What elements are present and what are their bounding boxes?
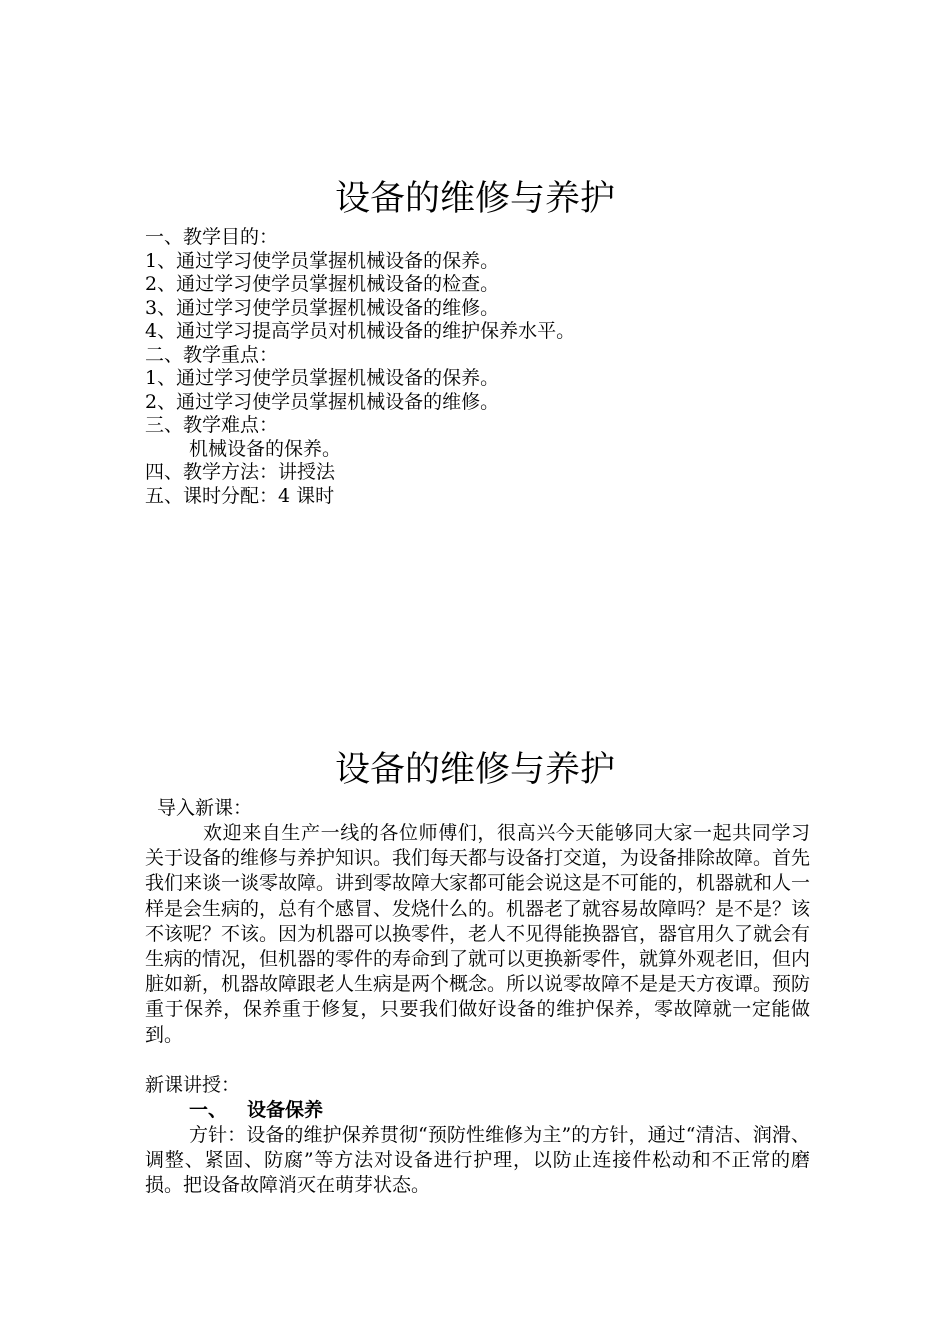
paragraph-spacer xyxy=(145,1048,810,1073)
section-number: 一、 xyxy=(189,1098,228,1121)
section-title: 设备保养 xyxy=(247,1098,324,1121)
key-point-item: 2、通过学习使学员掌握机械设备的维修。 xyxy=(145,390,500,413)
objective-item: 1、通过学习使学员掌握机械设备的保养。 xyxy=(145,249,500,272)
key-point-item: 1、通过学习使学员掌握机械设备的保养。 xyxy=(145,367,500,389)
difficulties-heading: 三、教学难点： xyxy=(145,414,279,436)
section-heading xyxy=(145,1098,810,1123)
intro-heading: 导入新课： xyxy=(157,797,253,819)
section-paragraph: 方针：设备的维护保养贯彻“预防性维修为主”的方针，通过“清洁、润滑、调整、紧固、防腐”等方法对设备进行护理，以防止连接件松动和不正常的磨损。把设备故障消灭在萌芽状态。 xyxy=(145,1123,810,1197)
key-points-heading: 二、教学重点： xyxy=(145,343,279,366)
lesson-plan-block xyxy=(145,226,810,508)
class-hours-line: 五、课时分配：4 课时 xyxy=(145,484,335,507)
objective-item: 3、通过学习使学员掌握机械设备的维修。 xyxy=(145,296,500,319)
intro-paragraph: 欢迎来自生产一线的各位师傅们，很高兴今天能够同大家一起共同学习关于设备的维修与养护知识。我们每天都与设备打交道，为设备排除故障。首先我们来谈一谈零故障。讲到零故障大家都可能会说这是不可能的，机器就和人一样是会生病的，总有个感冒、发烧什么的。机器老了就容易故障吗？是不是？该不该呢？不该。因为机器可以换零件，老人不见得能换器官，器官用久了就会有生病的情况，但机器的零件的寿命到了就可以更换新零件，就算外观老旧，但内脏如新，机器故障跟老人生病是两个概念。所以说零故障不是是天方夜谭。预防重于保养，保养重于修复，只要我们做好设备的维护保养，零故障就一定能做到。 xyxy=(145,822,811,1046)
teaching-method-line: 四、教学方法：讲授法 xyxy=(145,461,336,483)
objectives-heading: 一、教学目的： xyxy=(145,226,279,248)
lecture-heading: 新课讲授： xyxy=(145,1073,241,1096)
difficulty-item: 机械设备的保养。 xyxy=(189,437,342,460)
page1-title: 设备的维修与养护 xyxy=(334,179,615,219)
objective-item: 2、通过学习使学员掌握机械设备的检查。 xyxy=(145,273,500,295)
lesson-body-block xyxy=(145,796,810,1198)
page2-title: 设备的维修与养护 xyxy=(334,750,615,790)
objective-item: 4、通过学习提高学员对机械设备的维护保养水平。 xyxy=(145,320,576,342)
